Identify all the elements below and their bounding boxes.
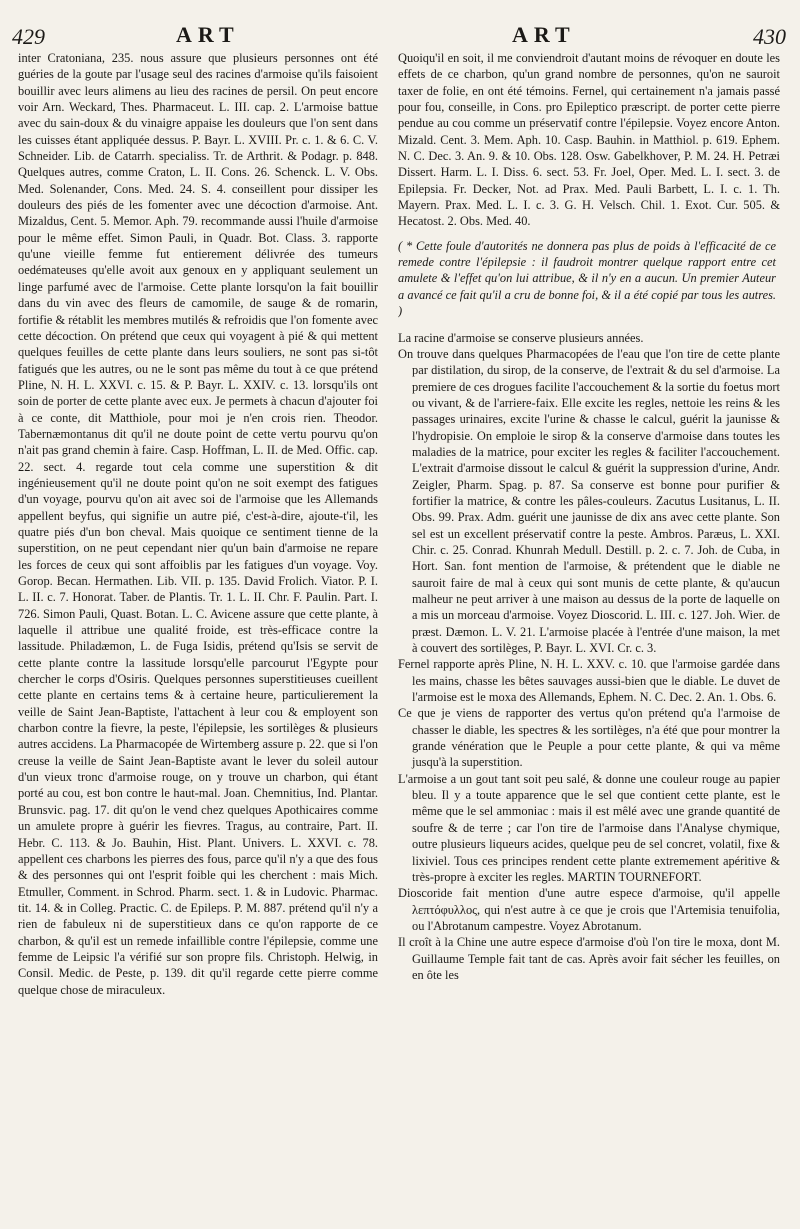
right-paragraph-2: La racine d'armoise se conserve plusieurs années. (398, 330, 644, 345)
right-paragraph-1: Quoiqu'il en soit, il me conviendroit d'autant moins de révoquer en doute les effets de ce charbon, qu'un grand nombre de personnes, qu'on ne sauroit taxer de folie, en ont été témoins. Fernel, qui certainement n'a jamais passé pour fou, conseille, in Cons. pro Epileptico præscript. de porter cette pierre pendue au cou comme un préservatif contre l'épilepsie. Voyez encore Anton. Mizald. Cent. 3. Mem. Aph. 10. Casp. Bauhin. in Matthiol. p. 619. Ephem. N. C. Dec. 3. An. 9. & 10. Obs. 128. Osw. Gabelkhover, P. M. 24. H. Petræi Dissert. Harm. L. I. Diss. 6. sect. 53. Fr. Joel, Oper. Med. L. I. sect. 3. de Epilepsia. Fr. Decker, Not. ad Prax. Med. Pauli Barbett, L. I. c. 1. Th. Mayern. Prax. Med. L. I. c. 3. G. H. Velsch. Chil. 1. Exot. Cur. 505. & Hecatost. 2. Obs. Med. 40. (398, 51, 780, 229)
left-column-paragraph: inter Cratoniana, 235. nous assure que plusieurs personnes ont été guéries de la goute par l'usage seul des racines d'armoise qu'ils faisoient bouillir avec leurs alimens au lieu des racines de persil. On peut encore voir Arn. Weckard, Thes. Pharmaceut. L. III. cap. 2. L'armoise battue avec du sain-doux & du vinaigre appaise les douleurs que l'on sent dans les cuisses étant appliquée dessus. P. Bayr. L. XVIII. Pr. c. 1. & 6. C. V. Schneider. Lib. de Catarrh. specialiss. Tr. de Arthrit. & Podagr. p. 848. Quelques autres, comme Craton, L. II. Cons. 26. Schenck. L. V. Obs. Med. Solenander, Cons. Med. 24. S. 4. conseillent pour dissiper les douleurs des piés de les fomenter avec une décoction d'armoise. Ant. Mizaldus, Cent. 5. Memor. Aph. 79. recommande aussi l'huile d'armoise pour le même effet. Simon Pauli, in Quadr. Bot. Class. 3. rapporte qu'une vieille femme fut entierement délivrée des tumeurs oedémateuses qu'elle avoit aux genoux en y appliquant seulement un linge parfumé avec de l'armoise. Cette plante lorsqu'on la fait bouillir dans du vin avec des fleurs de camomile, de sauge & de romarin, fortifie & rétablit les membres mutilés & refroidis que l'on fomente avec cette décoction. On prétend que ceux qui voyagent à pié & qui mettent quelques feuilles de cette plante dans leurs souliers, ne sont pas si-tôt fatigués que les autres, ou ne le sont pas même du tout à ce que prétend Pline, N. H. L. XXVI. c. 15. & P. Bayr. L. XXIV. c. 13. lorsqu'ils ont soin de porter de cette plante avec eux. Je permets à chacun d'ajouter foi à ce conte, dit Matthiole, pour moi je n'en crois rien. Theodor. Tabernæmontanus dit qu'il ne doute point de cette vertu pourvu qu'on n'ait pas grand chemin à faire. Casp. Hoffman, L. II. de Med. Offic. cap. 22. sect. 4. regarde tout cela comme une superstition & dit ingénieusement qu'il ne doute point qu'on ne soit exempt des fatigues d'un voyage, pourvu qu'on ait avec soi de l'armoise que les Allemands appellent beyfus, qui signifie un autre pié, c'est-à-dire, ajoute-t'il, les quatre piés d'un bon cheval. Mais quoique ce sentiment tienne de la superstition, on ne peut cependant nier qu'un bain d'armoise ne repare les forces de ceux qui sont affoiblis par les fatigues d'un voyage. Voy. Gorop. Becan. Hermathen. Lib. VII. p. 135. David Frolich. Viator. P. I. L. II. c. 7. Honorat. Taber. de Plantis. Tr. 1. L. II. Chr. F. Paulin. Part. I. 726. Simon Pauli, Quast. Botan. L. C. Avicene assure que cette plante, à laquelle il attribue une qualité froide, est très-efficace contre la lassitude. Philadæmon, L. de Fuga Isidis, prétend qu'Isis se servit de cette plante contre la lassitude lorsqu'elle parcourut l'Egypte pour chercher le corps d'Osiris. Quelques personnes superstitieuses cueillent cette plante en certains tems & à certaine heure, particulierement la veille de Saint Jean-Baptiste, l'attachent à leur cou & employent son charbon contre la fievre, la peste, l'épilepsie, les sortilèges & plusieurs autres accidens. La Pharmacopée de Wirtemberg assure p. 22. que si l'on creuse la veille de Saint Jean-Baptiste avant le lever du soleil autour d'un vieux tronc d'armoise rouge, on y trouve un charbon, qui étant porté au cou, est bon contre le haut-mal. Joan. Chemnitius, Ind. Plantar. Brunsvic. pag. 17. dit qu'on le vend chez quelques Apothicaires comme un amulete propre à guérir les fievres. Tragus, au contraire, Part. II. Hebr. C. 113. & Jo. Bauhin, Hist. Plant. Univers. L. XXVI. c. 78. appellent ces charbons les pierres des fous, parce qu'il n'y a que des fous & des personnes qui ont l'esprit foible qui les cherchent : mais Mich. Etmuller, Comment. in Schrod. Pharm. sect. 1. & in Ludovic. Pharmac. tit. 14. & in Colleg. Practic. C. de Epileps. P. M. 887. prétend qu'il n'y a rien de fabuleux ni de superstitieux dans ce qu'on rapporte de ce charbon, & qu'il est un remede infaillible contre l'épilepsie, comme une femme de Leipsic l'a vérifié sur son propre fils. Christoph. Helwig, in Consil. Medic. de Peste, p. 139. dit qu'il regarde cette pierre comme quelque chose de miraculeux. (18, 51, 378, 997)
left-page-number: 429 (12, 24, 45, 49)
editor-note: ( * Cette foule d'autorités ne donnera pas plus de poids à l'efficacité de ce remede contre l'épilepsie : il faudroit montrer quelque rapport entre cet amulete & l'effet qu'on lui attribue, & il n'y en a aucun. Un premier Auteur a avancé ce fait qu'il a cru de bonne foi, & il a été copié par tous les autres. ) (398, 238, 776, 319)
right-running-head: ART (512, 22, 576, 47)
right-paragraph-4: Fernel rapporte après Pline, N. H. L. XXV. c. 10. que l'armoise gardée dans les mains, chasse les bêtes sauvages aussi-bien que le diable. Le duvet de l'armoise est le moxa des Allemands, Ephem. N. C. Dec. 2. An. 1. Obs. 6. (398, 657, 780, 705)
left-running-head: ART (176, 22, 240, 47)
right-page-number: 430 (753, 24, 786, 49)
right-paragraph-3: On trouve dans quelques Pharmacopées de l'eau que l'on tire de cette plante par distilation, du sirop, de la conserve, de l'extrait & du sel d'armoise. La premiere de ces drogues facilite l'accouchement & la sortie du foetus mort ou vivant, & de l'arriere-faix. Elle excite les regles, nettoie les reins & les passages urinaires, excite l'urine & chasse le calcul, guérit la jaunisse & l'hydropisie. On emploie le sirop & la conserve d'armoise dans toutes les maladies de la matrice, pour exciter les regles & faciliter l'accouchement. L'extrait d'armoise dissout le calcul & guérit la suppression d'urine, Andr. Zeigler, Pharm. Spag. p. 87. Sa conserve est bonne pour purifier & fortifier la matrice, & contre les pâles-couleurs. Zacutus Lusitanus, L. II. Obs. 99. Prax. Adm. guérit une jaunisse de dix ans avec cette plante. Son sel est un excellent préservatif contre la peste. Ambros. Paræus, L. XXI. Chir. c. 25. Conrad. Khunrah Medull. Destill. p. 2. c. 7. Joh. de Cuba, in Hort. San. font mention de l'armoise, & prétendent que le diable ne sauroit faire de mal à ceux qui sont munis de cette plante, & qu'aucun malheur ne peut arriver à une maison au dessus de la porte de laquelle on a mis un morceau d'armoise. Voyez Dioscorid. L. III. c. 127. Joh. Wier. de præst. Dæmon. L. V. 21. L'armoise placée à l'entrée d'une maison, la met à couvert des sortilèges, P. Bayr. L. XVI. Cr. c. 3. (398, 346, 780, 656)
right-paragraph-8: Il croît à la Chine une autre espece d'armoise d'où l'on tire le moxa, dont M. Guillaume Temple fait tant de cas. Après avoir fait sécher les feuilles, on en ôte les (398, 935, 780, 982)
right-paragraph-7: Dioscoride fait mention d'une autre espece d'armoise, qu'il appelle λεπτόφυλλος, qui n'est autre à ce que je crois que l'Artemisia tenuifolia, ou l'Abrotanum campestre. Voyez Abrotanum. (398, 886, 780, 933)
right-text-column (398, 50, 780, 1229)
left-text-column (18, 50, 378, 1229)
right-paragraph-6: L'armoise a un gout tant soit peu salé, & donne une couleur rouge au papier bleu. Il y a toute apparence que le sel que contient cette plante, est le même que le sel ammoniac : mais il est mêlé avec une grande quantité de soufre & de terre ; car l'on tire de l'armoise dans l'Analyse chymique, outre plusieurs liqueurs acides, quelque peu de sel concret, volatil, fixe & lixiviel. Tous ces principes rendent cette plante extremement apéritive & très-propre à exciter les regles. MARTIN TOURNEFORT. (398, 771, 780, 884)
right-paragraph-5: Ce que je viens de rapporter des vertus qu'on prétend qu'a l'armoise de chasser le diable, les spectres & les sortilèges, n'a été que pour montrer la grande vénération que le Peuple a pour cette plante, & qui va même jusqu'à la superstition. (398, 706, 780, 770)
